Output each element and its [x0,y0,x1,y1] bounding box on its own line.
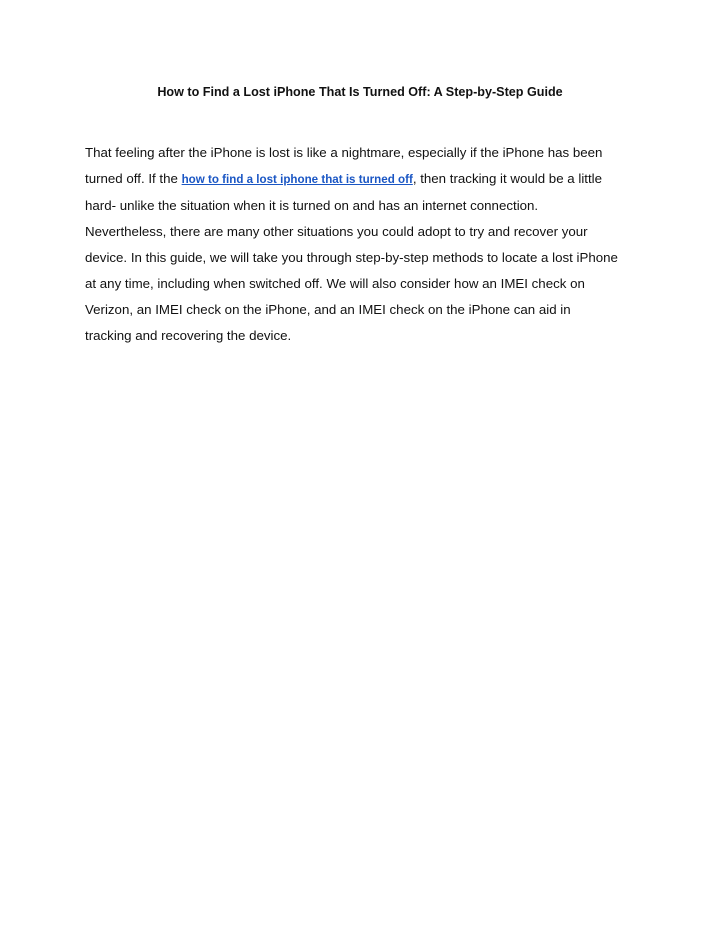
paragraph-line-2 [85,166,630,193]
paragraph-line-4: Nevertheless, there are many other situations you could adopt to try and recover your [85,224,588,239]
paragraph-line-5: device. In this guide, we will take you through step-by-step methods to locate a lost iPhone [85,250,618,265]
line-2-text-before-link: turned off. If the [85,171,182,186]
document-title: How to Find a Lost iPhone That Is Turned Off: A Step-by-Step Guide [157,85,563,99]
paragraph-line-6: at any time, including when switched off. We will also consider how an IMEI check on [85,276,585,291]
intro-paragraph [85,140,630,349]
paragraph-line-1: That feeling after the iPhone is lost is like a nightmare, especially if the iPhone has been [85,145,603,160]
paragraph-line-8: tracking and recovering the device. [85,328,292,343]
paragraph-line-7: Verizon, an IMEI check on the iPhone, and an IMEI check on the iPhone can aid in [85,302,571,317]
paragraph-line-3: hard- unlike the situation when it is turned on and has an internet connection. [85,198,539,213]
find-lost-iphone-link[interactable]: how to find a lost iphone that is turned off [181,173,413,186]
line-2-text-after-link: , then tracking it would be a little [412,171,603,186]
